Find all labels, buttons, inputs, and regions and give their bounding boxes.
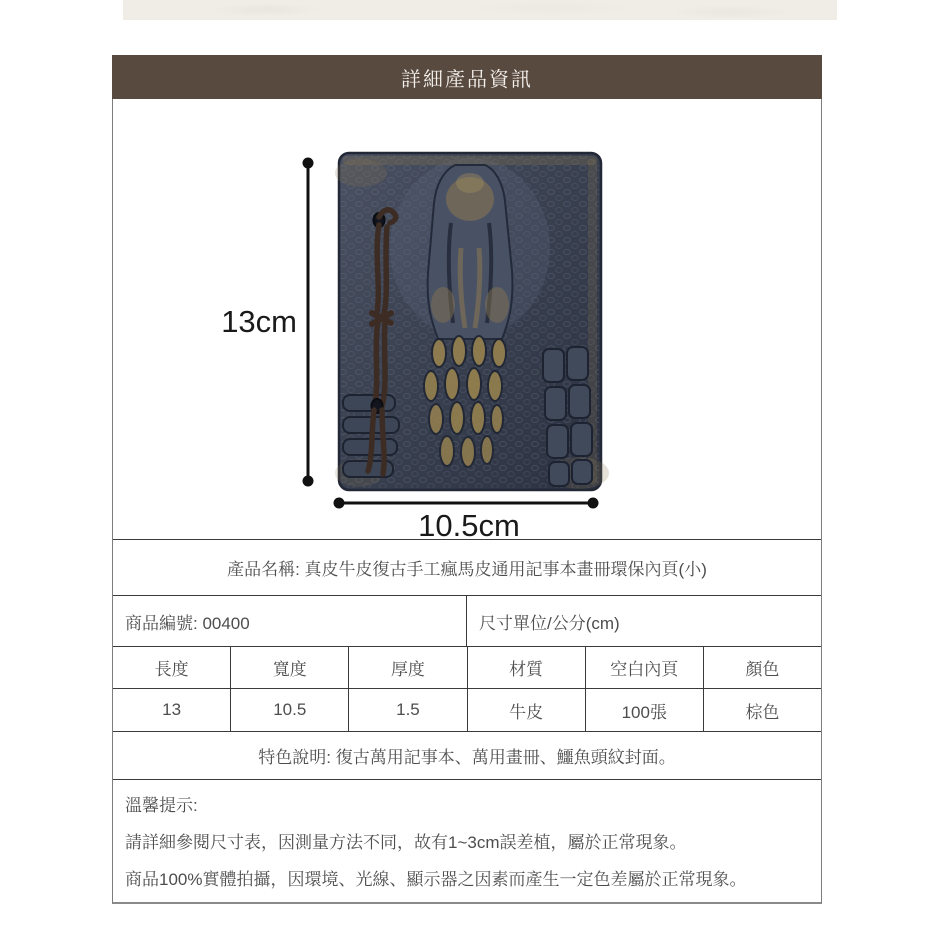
height-dimension: [303, 158, 314, 487]
value-length: 13: [113, 689, 231, 731]
tips-row: [113, 780, 821, 903]
col-header-material: 材質: [468, 647, 586, 688]
item-number-row: [113, 596, 821, 647]
tips-line-1: 請詳細參閱尺寸表，因測量方法不同，故有1~3cm誤差植，屬於正常現象。: [125, 833, 687, 852]
spec-table: [113, 540, 821, 903]
col-header-thickness: 厚度: [349, 647, 467, 688]
section-title: 詳細產品資訊: [401, 68, 533, 91]
section-header: [112, 55, 822, 99]
value-material: 牛皮: [468, 689, 586, 731]
croc-snout: [428, 165, 513, 339]
height-dimension-label: 13cm: [221, 304, 297, 339]
tips-line-2: 商品100%實體拍攝，因環境、光線、顯示器之因素而產生一定色差屬於正常現象。: [125, 870, 747, 889]
notebook-cover: [335, 153, 609, 490]
value-thickness: 1.5: [349, 689, 467, 731]
value-color: 棕色: [745, 702, 780, 722]
feature-note: 特色說明: 復古萬用記事本、萬用畫冊、鱷魚頭紋封面。: [258, 748, 676, 767]
product-name: 產品名稱: 真皮牛皮復古手工瘋馬皮通用記事本畫冊環保內頁(小): [227, 560, 707, 579]
value-pages: 100張: [586, 689, 704, 731]
item-number: 商品編號: 00400: [113, 596, 467, 646]
spec-value-row: [113, 689, 821, 732]
col-header-width: 寬度: [231, 647, 349, 688]
col-header-pages: 空白內頁: [586, 647, 704, 688]
value-width: 10.5: [231, 689, 349, 731]
col-header-length: 長度: [113, 647, 231, 688]
content-box: [112, 99, 822, 904]
feature-row: [113, 732, 821, 780]
tips-title: 溫馨提示:: [125, 796, 198, 815]
unit-note: 尺寸單位/公分(cm): [479, 613, 620, 633]
product-name-row: [113, 540, 821, 596]
width-dimension: [334, 498, 599, 509]
product-figure-area: [113, 99, 821, 540]
product-photo: [113, 99, 821, 539]
width-dimension-label: 10.5cm: [418, 508, 520, 539]
col-header-color: 顏色: [745, 660, 780, 679]
page-top-texture: [123, 0, 837, 20]
spec-header-row: [113, 647, 821, 689]
